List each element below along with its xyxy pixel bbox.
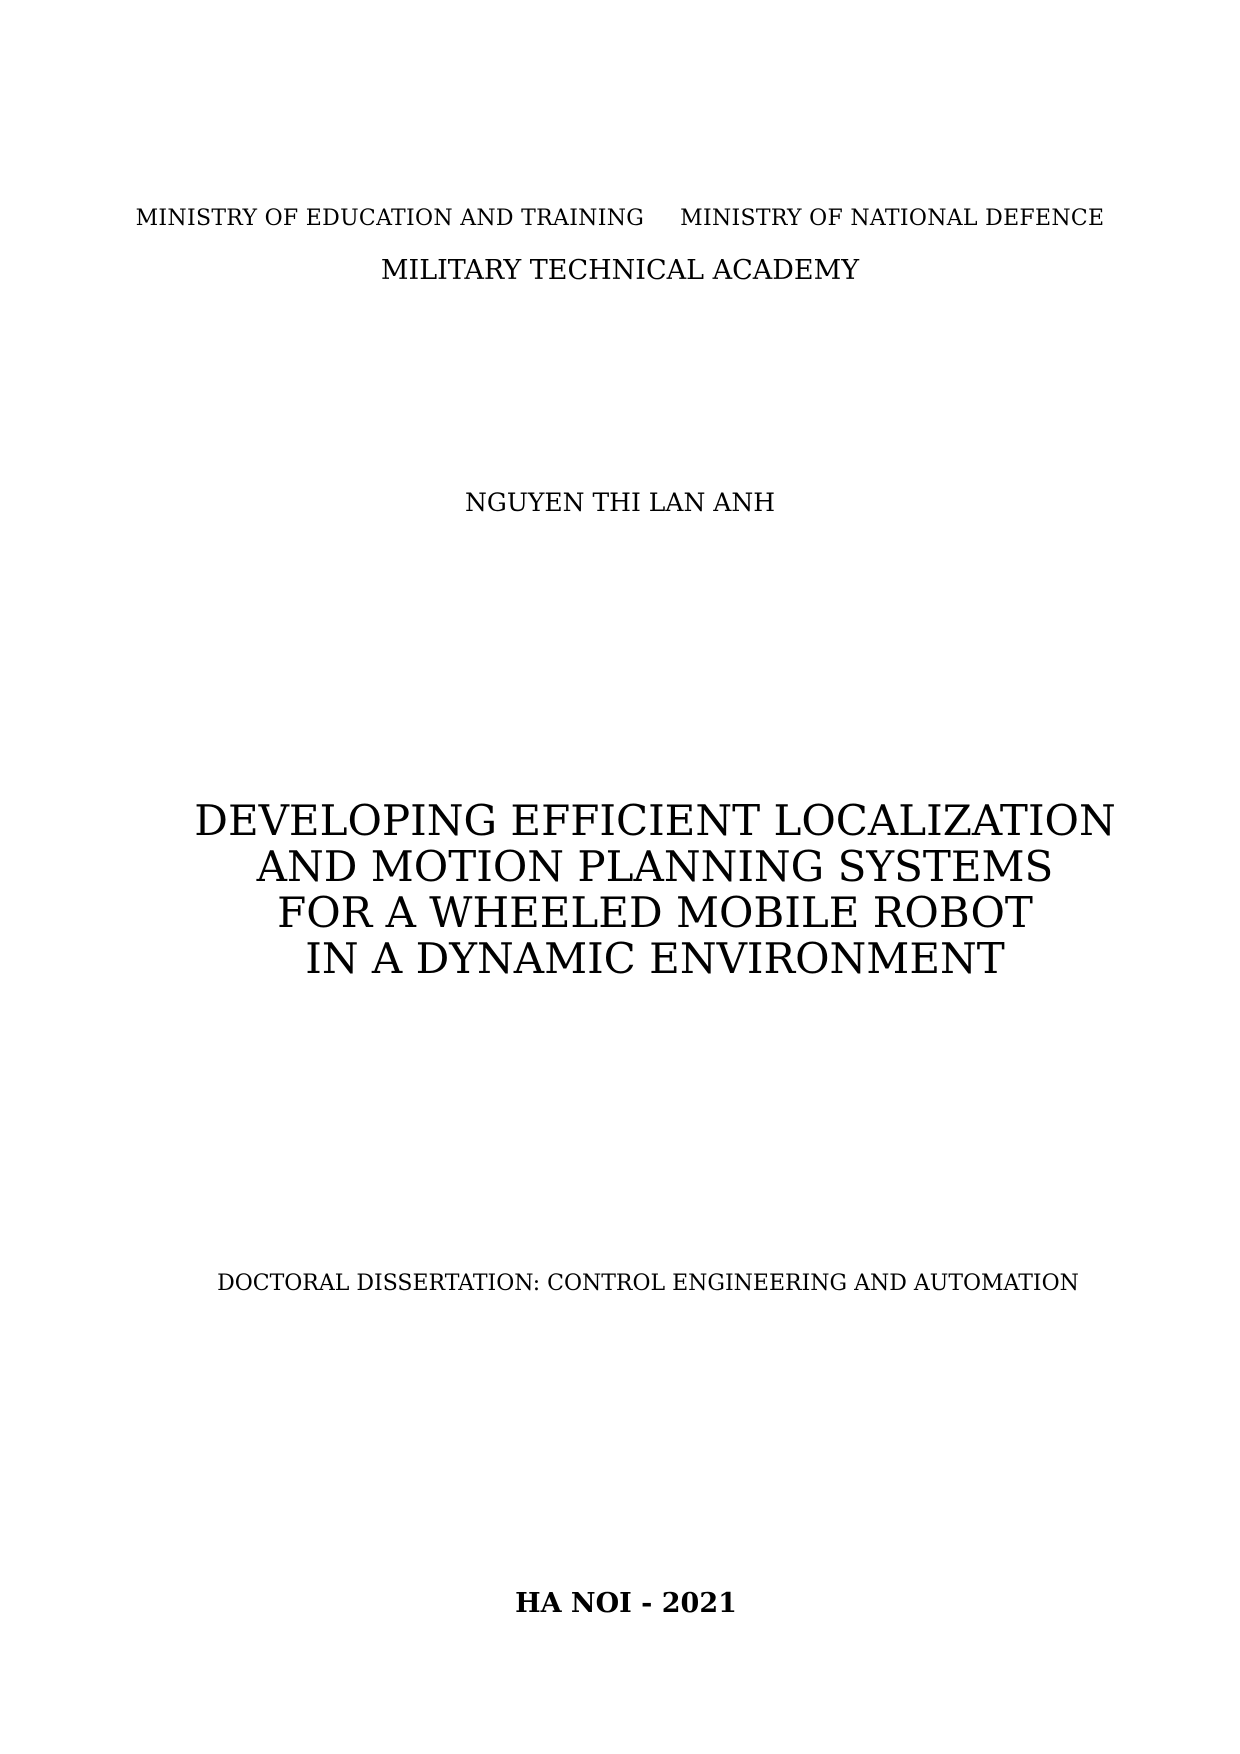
- place-and-year: HA NOI - 2021: [515, 1588, 737, 1619]
- academy-name: MILITARY TECHNICAL ACADEMY: [380, 255, 860, 286]
- ministry-defence: MINISTRY OF NATIONAL DEFENCE: [680, 206, 1105, 231]
- ministries-header: [0, 206, 1240, 231]
- title-line-2: AND MOTION PLANNING SYSTEMS: [256, 842, 1054, 891]
- title-line-4: IN A DYNAMIC ENVIRONMENT: [305, 934, 1005, 983]
- author-name: NGUYEN THI LAN ANH: [465, 488, 775, 517]
- ministry-education: MINISTRY OF EDUCATION AND TRAINING: [135, 206, 645, 231]
- dissertation-title: [35, 798, 1240, 982]
- title-line-1: DEVELOPING EFFICIENT LOCALIZATION: [194, 796, 1116, 845]
- title-line-3: FOR A WHEELED MOBILE ROBOT: [277, 888, 1033, 937]
- dissertation-field: DOCTORAL DISSERTATION: CONTROL ENGINEERING AND AUTOMATION: [217, 1271, 1079, 1296]
